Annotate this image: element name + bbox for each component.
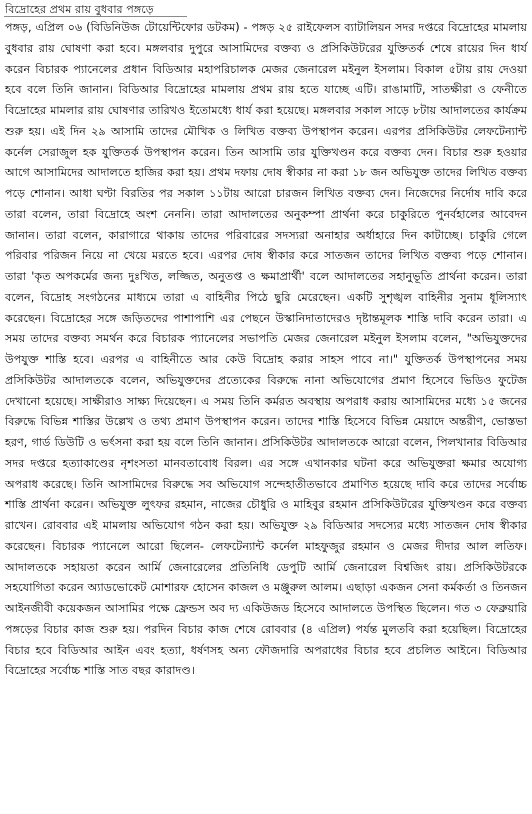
article-headline: বিদ্রোহের প্রথম রায় বুধবার পঙ্গড়ে (5, 3, 154, 16)
article-body: পঙ্গড়, এপ্রিল ০৬ (বিডিনিউজ টোয়েন্টিফোর ডটকম) - পঙ্গড় ২৫ রাইফেলস ব্যাটালিয়ন সদর দপ্তরে বিদ্রোহের মামলায় বুধবার রায় ঘোষণা করা হবে। মঙ্গলবার দুপুরে আসামিদের বক্তব্য ও প্রসিকিউটরের যুক্তিতর্ক শেষে রায়ের দিন ধার্য করেন বিচারক প্যানেলের প্রধান বিডিআর মহাপরিচালক মেজর জেনারেল মইনুল ইসলাম। বিকাল ৫টায় রায় দেওয়া হবে বলে তিনি জানান। বিডিআর বিদ্রোহের মামলায় প্রথম রায় হতে যাচ্ছে এটি। রাঙামাটি, সাতক্ষীরা ও ফেনীতে বিদ্রোহের মামলার রায় ঘোষণার তারিখও ইতোমধ্যে ধার্য করা হয়েছে। মঙ্গলবার সকাল সাড়ে ৮টায় আদালতের কার্যক্রম শুরু হয়। এই দিন ২৯ আসামি তাদের মৌখিক ও লিখিত বক্তব্য উপস্থাপন করেন। এরপর প্রসিকিউটর লেফটেন্যান্ট কর্নেল সেরাজুল হক যুক্তিতর্ক উপস্থাপন করেন। তিন আসামি তার যুক্তিখণ্ডন করে বক্তব্য দেন। বিচার শুরু হওয়ার আগে আসামিদের আদালতে হাজির করা হয়। প্রথম দফায় দোষ স্বীকার না করা ১৮ জন অভিযুক্ত তাদের লিখিত বক্তব্য পড়ে শোনান। আধা ঘণ্টা বিরতির পর সকাল ১১টায় আরো চারজন লিখিত বক্তব্য দেন। নিজেদের নির্দোষ দাবি করে তারা বলেন, তারা বিদ্রোহে অংশ নেননি। তারা আদালতের অনুকম্পা প্রার্থনা করে চাকুরিতে পুনর্বহালের আবেদন জানান। তারা বলেন, কারাগারে থাকায় তাদের পরিবারের সদস্যরা অনাহার অর্ধাহারে দিন কাটাচ্ছে। চাকুরি গেলে পরিবার পরিজন নিয়ে না খেয়ে মরতে হবে। এরপর দোষ স্বীকার করে সাতজন তাদের লিখিত বক্তব্য পড়ে শোনান। তারা 'কৃত অপকর্মের জন্য দুঃখিত, লজ্জিত, অনুতপ্ত ও ক্ষমাপ্রার্থী' বলে আদালতের সহানুভূতি প্রার্থনা করেন। তারা বলেন, বিদ্রোহ সংগঠনের মাধ্যমে তারা এ বাহিনীর পিঠে ছুরি মেরেছেন। একটি সুশৃঙ্খল বাহিনীর সুনাম ধূলিস্যাৎ করেছেন। বিদ্রোহের সঙ্গে জড়িতদের পাশাপাশি এর পেছনে উস্কানিদাতাদেরও দৃষ্টান্তমূলক শাস্তি দাবি করেন তারা। এ সময় তাদের বক্তব্য সমর্থন করে বিচারক প্যানেলের সভাপতি মেজর জেনারেল মইনুল ইসলাম বলেন, "অভিযুক্তদের উপযুক্ত শাস্তি হবে। এরপর এ বাহিনীতে আর কেউ বিদ্রোহ করার সাহস পাবে না।" যুক্তিতর্ক উপস্থাপনের সময় প্রসিকিউটর আদালতকে বলেন, অভিযুক্তদের প্রত্যেকের বিরুদ্ধে নানা অভিযোগের প্রমাণ হিসেবে ভিডিও ফুটেজ দেখানো হয়েছে। সাক্ষীরাও সাক্ষ্য দিয়েছেন। এ সময় তিনি কর্মরত অবস্থায় অপরাধ করায় আসামিদের মধ্যে ১৫ জনের বিরুদ্ধে বিভিন্ন শাস্তির উল্লেখ ও তথ্য প্রমাণ উপস্থাপন করেন। তাদের শাস্তি হিসেবে বিভিন্ন মেয়াদে অন্তরীণ, ভোস্তভা হরণ, গার্ড ডিউটি ও ভর্ৎসনা করা হয় বলে তিনি জানান। প্রসিকিউটর আদালতকে আরো বলেন, পিলখানার বিডিআর সদর দপ্তরে হত্যাকাণ্ডের নৃশংসতা মানবতাবোধ বিরল। এর সঙ্গে এখানকার ঘটনা করে অভিযুক্তরা ক্ষমার অযোগ্য অপরাধ করেছে। তিনি আসামিদের বিরুদ্ধে সব অভিযোগ সন্দেহাতীতভাবে প্রমাণিত হয়েছে দাবি করে তাদের সর্বোচ্চ শাস্তি প্রার্থনা করেন। অভিযুক্ত লুৎফর রহমান, নাজের চৌধুরি ও মাহিবুর রহমান প্রসিকিউটরের যুক্তিখণ্ডন করে বক্তব্য রাখেন। রোববার এই মামলায় অভিযোগ গঠন করা হয়। অভিযুক্ত ২৯ বিডিআর সদস্যের মধ্যে সাতজন দোষ স্বীকার করেছেন। বিচারক প্যানেলে আরো ছিলেন- লেফটেন্যান্ট কর্নেল মাহফুজুর রহমান ও মেজর দীদার আল লতিফ। আদালতকে সহায়তা করেন আর্মি জেনারেলের প্রতিনিধি ডেপুটি আর্মি জেনারেল বিশ্বজিৎ রায়। প্রসিকিউটরকে সহযোগিতা করেন অ্যাডভোকেট মোশারফ হোসেন কাজল ও মঞ্জুরুল আলম। এছাড়া একজন সেনা কর্মকর্তা ও তিনজন আইনজীবী কয়েকজন আসামির পক্ষে ফ্রেন্ডস অব দ্য একিউজড হিসেবে আদালতে উপস্থিত ছিলেন। গত ৩ ফেব্রুয়ারি পঙ্গড়ের বিচার কাজ শুরু হয়। পরদিন বিচার কাজ শেষে রোববার (৪ এপ্রিল) পর্যন্ত মুলতবি করা হয়েছিল। বিদ্রোহের বিচার হবে বিডিআর আইন এবং হত্যা, ধর্ষণসহ অন্য ফৌজদারি অপরাধের বিচার হবে প্রচলিত আইনে। বিডিআর বিদ্রোহের সর্বোচ্চ শাস্তি সাত বছর কারাদণ্ড। (5, 21, 527, 678)
headline-underline (4, 16, 187, 17)
